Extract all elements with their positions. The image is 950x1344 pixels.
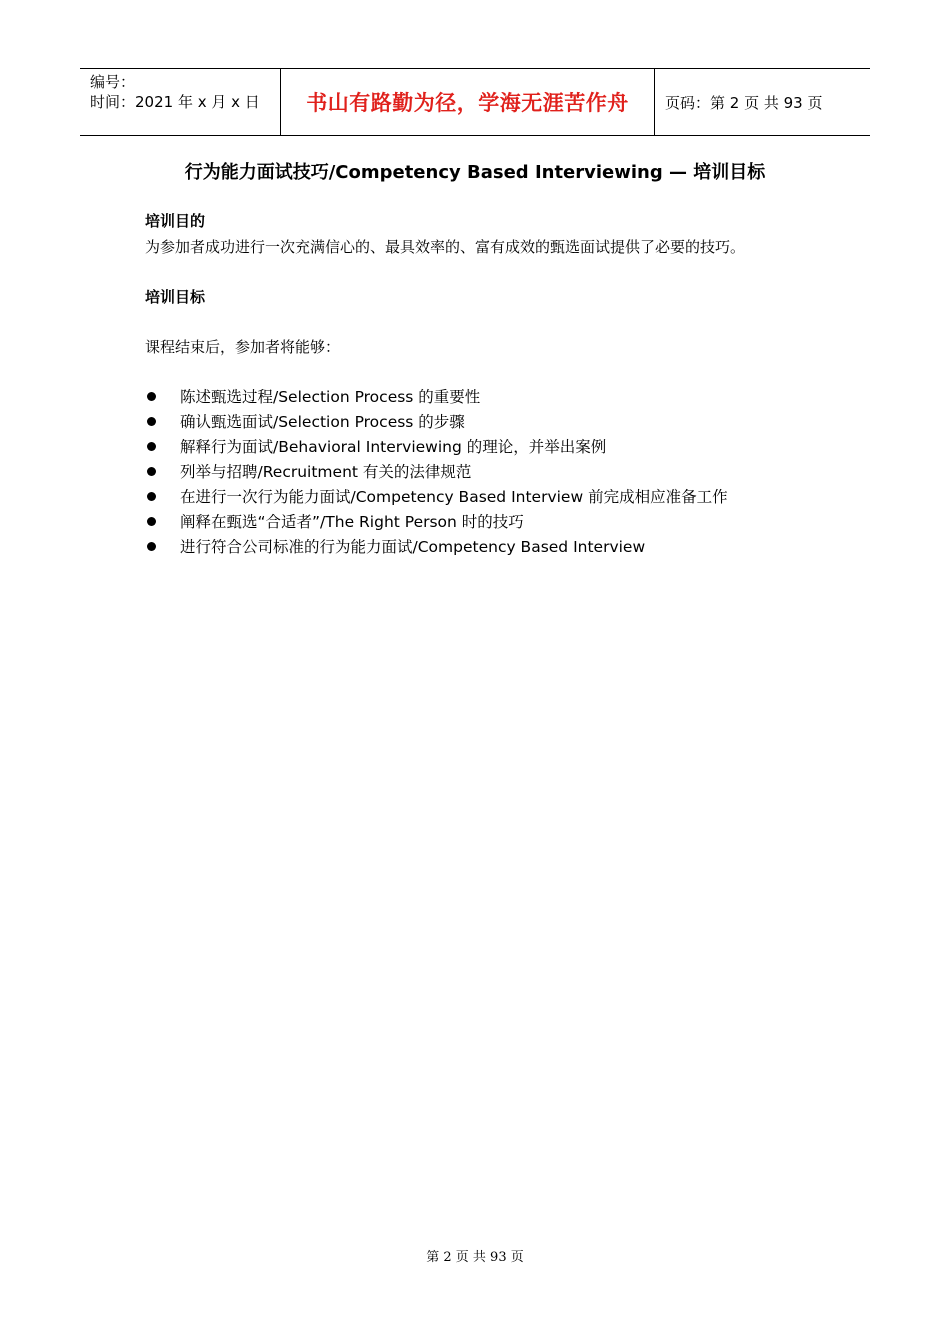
purpose-text: 为参加者成功进行一次充满信心的、最具效率的、富有成效的甄选面试提供了必要的技巧。 [145, 238, 746, 256]
header-page-info: 页码：第 2 页 共 93 页 [665, 93, 823, 112]
list-item [145, 484, 728, 509]
bullet-icon [147, 442, 156, 451]
list-item [145, 459, 728, 484]
header-meta [80, 69, 281, 135]
purpose-heading: 培训目的 [145, 212, 206, 230]
bullet-icon [147, 492, 156, 501]
document-title: 行为能力面试技巧/Competency Based Interviewing — 培训目标 [184, 162, 766, 183]
header-motto: 书山有路勤为径，学海无涯苦作舟 [281, 69, 655, 135]
list-item-text: 列举与招聘/Recruitment 有关的法律规范 [180, 462, 472, 481]
bullet-icon [147, 467, 156, 476]
list-item-text: 陈述甄选过程/Selection Process 的重要性 [180, 387, 481, 406]
list-item [145, 434, 728, 459]
list-item-text: 确认甄选面试/Selection Process 的步骤 [180, 412, 465, 431]
time-label: 时间：2021 年 x 月 x 日 [90, 93, 260, 111]
list-item-text: 阐释在甄选“合适者”/The Right Person 时的技巧 [180, 512, 524, 531]
objectives-list [145, 384, 728, 559]
objectives-heading: 培训目标 [145, 288, 206, 306]
list-item [145, 409, 728, 434]
page-header [80, 68, 870, 136]
list-item-text: 解释行为面试/Behavioral Interviewing 的理论，并举出案例 [180, 437, 607, 456]
objectives-intro: 课程结束后，参加者将能够： [145, 338, 341, 356]
list-item-text: 进行符合公司标准的行为能力面试/Competency Based Interview [180, 537, 646, 556]
list-item [145, 509, 728, 534]
number-label: 编号： [90, 73, 136, 91]
list-item [145, 384, 728, 409]
bullet-icon [147, 417, 156, 426]
bullet-icon [147, 392, 156, 401]
bullet-icon [147, 517, 156, 526]
list-item-text: 在进行一次行为能力面试/Competency Based Interview 前完成相应准备工作 [180, 487, 728, 506]
page-footer: 第 2 页 共 93 页 [426, 1250, 524, 1265]
bullet-icon [147, 542, 156, 551]
list-item [145, 534, 728, 559]
